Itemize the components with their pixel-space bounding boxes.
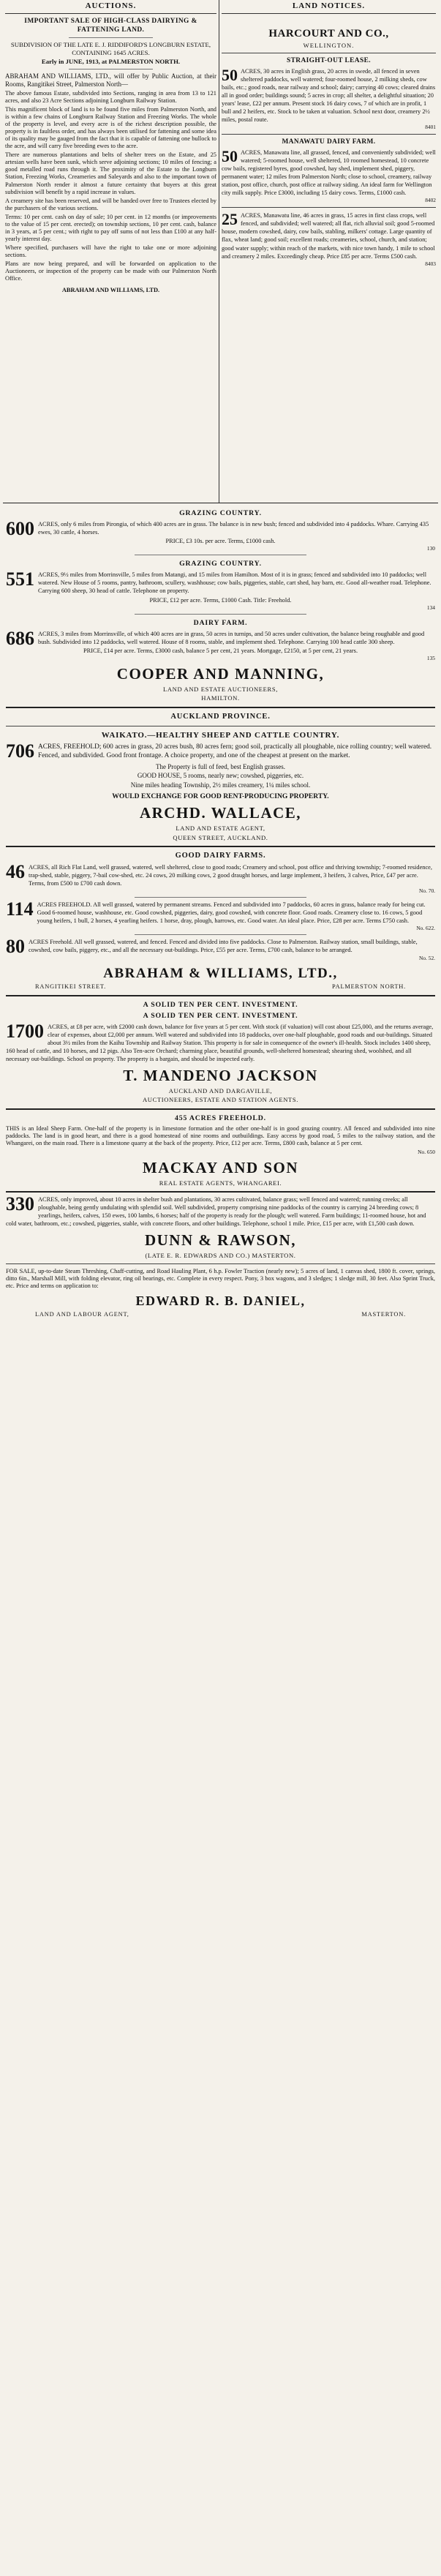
mackay-text: THIS is an Ideal Sheep Farm. One-half of the property is in limestone formation and the other one-half is in good grazing country. All fenced and subdivided into nine paddocks. The land is in good heart, and there is a good homestead of nine rooms and outbuildings. Easy access by good road, 5 miles to the railway station, and the Whangarei, on the main road. There is a limestone quarry at the back of the property. Price, £12 per acre. Terms, £800 cash, balance at 5 per cent. [6,1124,435,1146]
divider [6,1108,435,1110]
mackay-heading: 455 ACRES FREEHOLD. [175,1114,266,1122]
wallace-street: QUEEN STREET, AUCKLAND. [173,833,268,841]
ad-ref: 134 [426,604,435,611]
dunn-firm: DUNN & RAWSON, [144,1231,297,1250]
ad-acreage: 46 [6,863,25,882]
lower-section [3,509,438,1318]
divider [135,614,306,615]
auction-para: Where specified, purchasers will have the right to take one or more adjoining sections. [5,244,216,259]
upper-section [3,0,438,503]
wallace-sub: LAND AND ESTATE AGENT, [176,825,265,833]
jackson-tagline-repeat: A SOLID TEN PER CENT. INVESTMENT. [143,1011,298,1020]
jackson-sub1: AUCKLAND AND DARGAVILLE, [168,1086,273,1094]
daniel-firm: EDWARD R. B. DANIEL, [135,1293,306,1308]
ad-acreage: 1700 [6,1022,44,1042]
ad-ref: 8403 [425,260,436,267]
ad-acreage: 80 [6,938,25,958]
ad-acreage: 25 [222,211,238,229]
auction-subdivision: SUBDIVISION OF THE LATE E. J. RIDDIFORD'S LONGBURN ESTATE, CONTAINING 1645 ACRES. [10,41,211,56]
ad-acreage: 686 [6,629,34,649]
land-notices-column [219,0,438,503]
daniel-sub: LAND AND LABOUR AGENT, [35,1310,129,1318]
auckland-ad [6,743,435,761]
ad-text: ACRES, Manawatu line, all grassed, fenced, and conveniently subdivided; well watered; 5-roomed house, well sheltered, 10 roomed homestead, 10 concrete cow bails, registered byres, good cowshed, hay shed, implement shed, piggery, permanent water; 12 miles from Palmerston North; close to school, creamery, railway station, post office, church, post office at railway siding. An ideal farm for Wellington city milk supply. Price £3000, including 15 dairy cows. Terms, £1000 cash. [222,149,436,197]
ad-ref: 8402 [425,197,436,204]
harcourt-firm: HARCOURT AND CO., [268,28,389,40]
dairy-ad [6,901,435,931]
cooper-heading: DAIRY FARM. [193,618,248,627]
cooper-firm: COOPER AND MANNING, [116,665,325,683]
auckland-province: AUCKLAND PROVINCE. [170,712,271,721]
ad-text: ACRES, all Rich Flat Land, well grassed, watered, well sheltered, close to good roads; Creamery and school, post office and thriving township; 7-roomed residence, trap-shed, stable, piggery, 7-bail cow-shed, etc. 24 cows, 20 milking cows, 2 good draught horses, and large implement, 3 heifers, 3 calves, Price, £47 per acre. Terms, from £500 to £700 cash down. [29,863,432,887]
divider [6,707,435,708]
ad-text: ACRES, 30 acres in English grass, 20 acres in swede, all fenced in seven sheltered paddocks, well watered; four-roomed house, 2 milking sheds, cow bails, etc.; good roads, near railway and school; dairy; carrying 40 cows; cleared drains all in good order; buildings sound; 5 acres in crop; all shelter, a delightful situation; 20 years' lease, £22 per annum. Present stock 16 dairy cows, 7 of which are in profit, 1 bull and 2 heifers, etc. Stock to be taken at valuation. School next door, creamery 2½ miles, postal route. [222,67,436,124]
auction-para: Plans are now being prepared, and will be forwarded on application to the Auctioneers, or inspection of the property can be made with our Palmerston North Office. [5,260,216,282]
ad-ref: 130 [426,545,435,552]
ad-price: PRICE, £12 per acre. Terms, £1000 Cash. Title: Freehold. [149,596,292,604]
divider [6,995,435,996]
sale-text: FOR SALE, up-to-date Steam Threshing, Chaff-cutting, and Road Hauling Plant, 6 h.p. Fowler Traction (nearly new); 5 acres of land, 1 canvas shed, 1800 ft. cover, springs, ditto 6in., Marshall Mill, with folding elevator, ring oil bearings, etc. Complete in every respect. Pony, 3 box wagons, and 3 sledges; 1 sledge mill, 30 feet. Also Sprint Truck, etc. Price and terms on application to: [6,1267,435,1289]
ad-acreage: 551 [6,571,34,590]
harcourt-ad [222,211,436,267]
ad-acreage: 114 [6,901,34,920]
ad-acreage: 330 [6,1195,34,1215]
harcourt-ad-heading: STRAIGHT-OUT LEASE. [287,57,371,65]
divider [6,846,435,847]
cooper-heading: GRAZING COUNTRY. [179,509,262,517]
ad-text: ACRES Freehold. All well grassed, watered, and fenced. Fenced and divided into five paddocks. Close to Palmerston. Railway station, small buildings, stable, cowshed, cow bails, piggery, etc., and all the necessary out-buildings. Price, £55 per acre. Terms, £700 cash, balance to be arranged. [29,939,418,954]
divider [69,69,154,70]
cooper-town: HAMILTON. [201,694,240,702]
harcourt-ad [222,67,436,131]
ad-text: ACRES FREEHOLD. All well grassed, watered by permanent streams. Fenced and subdivided into 7 paddocks, 60 acres in grass, balance ready for being cut. Good 6-roomed house, washhouse, etc. Good cowshed, piggeries, dairy, good cowshed, with concrete floor. Good roads. Creamery close to. 16 cows, 5 good young heifers, 1 bull, 2 horses, 4 yearling heifers. 1 horse, dray, plough, harrows, etc. Good water. An ideal place. Price, £28 per acre. Terms £750 cash. [37,901,426,925]
ad-text: ACRES, Manawatu line, 46 acres in grass, 15 acres in first class crops, well fenced, and subdivided; well watered; all flat, rich alluvial soil; good 5-roomed house, modern cowshed, dairy, cow bails, stabling, milkers' cottage. Large quantity of flax, wheat land; good soil; excellent roads; creameries, school, church, and station; good water supply; within reach of the markets, with nice town handy, 1 mile to school and creamery 2 miles. Exceedingly cheap. Price £85 per acre. Terms £500 cash. [222,212,435,260]
auction-signature: ABRAHAM AND WILLIAMS, LTD. [61,286,160,293]
auction-para: A creamery site has been reserved, and will be handed over free to Trustees elected by the purchasers of the various sections. [5,197,216,211]
daniel-town: MASTERTON. [361,1310,406,1318]
divider [222,134,436,135]
abraham-address [6,983,435,991]
auction-para: Terms: 10 per cent. cash on day of sale; 10 per cent. in 12 months (or improvements to the value of 15 per cent. erected); on township sections, 10 per cent. cash, balance in 3 years, at 5 per cent.; with right to pay off sums of not less than £100 at any half-yearly interest day. [5,213,216,243]
auction-para: ABRAHAM AND WILLIAMS, LTD., will offer by Public Auction, at their Rooms, Rangitikei Street, Palmerston North— [5,72,216,88]
divider [69,37,154,38]
ad-ref: 135 [426,655,435,662]
auckland-exchange: WOULD EXCHANGE FOR GOOD RENT-PRODUCING PROPERTY. [112,792,329,800]
ad-ref: 8401 [425,124,436,131]
cooper-ad [6,520,435,552]
ad-ref: No. 70. [419,887,435,895]
abraham-town: PALMERSTON NORTH. [331,983,406,990]
harcourt-ad-heading: MANAWATU DAIRY FARM. [282,138,376,146]
harcourt-town: WELLINGTON. [303,41,355,49]
ad-text: ACRES, at £8 per acre, with £2000 cash down, balance for five years at 5 per cent. With stock (if valuation) will cost about £25,000, and the returns average, clear of expenses, about £2,000 per annum. Well watered and subdivided into 18 paddocks, over one-half ploughable, good roads and out-buildings. Situated about 3½ miles from the Kaihu Township and Railway Station. This property is for sale in consequence of the owner's ill-health. Stock includes 1400 sheep, 160 head of cattle, and 10 horses, and 12 pigs. Also Ten-acre Orchard; charming place, beautiful grounds, well-sheltered homestead; shearing shed, woolshed, and all necessary out-buildings. School on property. The property is a bargain, and should be inspected early. [6,1023,434,1063]
auctions-column [3,0,219,503]
ad-text: ACRES, 3 miles from Morrinsville, of which 400 acres are in grass, 50 acres in turnips, and 50 acres under cultivation, the balance being roughable and good bush. Subdivided into 12 paddocks, well watered. House of 8 rooms, stable, and implement shed. Telephone. Carrying 100 head cattle 300 sheep. [38,630,425,645]
ad-ref: No. 622. [416,925,435,932]
auctions-heading: AUCTIONS. [5,0,216,14]
ad-price: PRICE, £3 10s. per acre. Terms, £1000 cash. [165,538,276,545]
ad-text: ACRES, only 6 miles from Pirongia, of which 400 acres are in grass. The balance is in new bush; fenced and subdivided into 4 paddocks. Whare. Carrying 435 ewes, 30 cattle, 4 horses. [38,520,429,536]
jackson-ad [6,1023,435,1063]
mackay-firm: MACKAY AND SON [142,1159,299,1176]
jackson-tagline: A SOLID TEN PER CENT. INVESTMENT. [143,1000,298,1009]
cooper-heading: GRAZING COUNTRY. [179,560,262,568]
auction-para: There are numerous plantations and belts of shelter trees on the Estate, and 25 artesian wells have been sunk, which serve adjoining sections; 10 miles of fencing; a good metalled road runs through it. The proximity of the Estate to the Longburn Station, Freezing Works, Creameries and Saleyards and also to the important town of Palmerston North render it almost a future certainty that buyers at this great subdivision will benefit by a rapid increase in values. [5,151,216,195]
auction-title: IMPORTANT SALE OF HIGH-CLASS DAIRYING & FATTENING LAND. [24,18,197,34]
ad-acreage: 706 [6,742,34,761]
divider [135,897,306,898]
divider [6,1191,435,1193]
harcourt-ad [222,149,436,204]
land-notices-heading: LAND NOTICES. [222,0,436,14]
ad-ref: No. 52. [419,954,435,961]
abraham-street: RANGITIKEI STREET. [35,983,107,990]
auction-para: The above famous Estate, subdivided into Sections, ranging in area from 13 to 121 acres, and also 23 Acre Sections adjoining Longburn Railway Station. [5,89,216,104]
cooper-ad [6,571,435,611]
daniel-address [6,1311,435,1318]
dunn-ad [6,1195,435,1228]
ad-price: PRICE, £14 per acre. Terms, £3000 cash, balance 5 per cent, 21 years. Mortgage, £2150, at 5 per cent, 21 years. [83,647,358,654]
auction-para: This magnificent block of land is to be found five miles from Palmerston North, and is within a few chains of Longburn Railway Station and Freezing Works. The whole of the property is level, and every acre is of the richest description possible, the property is in faultless order, and has always been utilised for fattening and some idea of its quality may be gauged from the fact that it is capable of fattening one bullock to the acre, and will carry five breeding ewes to the acre. [5,105,216,150]
ad-text: ACRES, only improved, about 10 acres in shelter bush and plantations, 30 acres cultivated, balance grass; well fenced and watered; running creeks; all ploughable, being gently undulating with splendid soil. Well subdivided, property comprising nine paddocks of the country is carrying 24 breeding cows; 8 yearlings, heifers, calves, 150 ewes, 100 lambs, 6 horses; half of the property is ready for the plough; well watered. Farm buildings; 11-roomed house, hot and cold water, bathroom, etc.; cowshed, piggeries, stable, with concrete floors, and other buildings. Telephone, school 1 mile. Price, £15 per acre, with £1,500 cash down. [6,1196,426,1228]
auckland-line: The Property is full of feed, best English grasses. [156,762,285,770]
mackay-ref: No. 650 [418,1148,435,1155]
dairy-ad [6,863,435,894]
cooper-ad [6,630,435,661]
dairy-heading: GOOD DAIRY FARMS. [175,852,266,860]
auckland-headline: WAIKATO.—HEALTHY SHEEP AND CATTLE COUNTRY. [101,730,340,740]
divider [6,1263,435,1264]
cooper-sub: LAND AND ESTATE AUCTIONEERS, [163,685,278,693]
abraham-firm: ABRAHAM & WILLIAMS, LTD., [103,965,338,981]
auction-date: Early in JUNE, 1913, at PALMERSTON NORTH. [41,58,181,66]
auckland-line: Nine miles heading Township, 2½ miles creamery, 1¼ miles school. [130,781,311,789]
ad-acreage: 50 [222,148,238,165]
auckland-line: GOOD HOUSE, 5 rooms, nearly new; cowshed, piggeries, etc. [137,772,304,780]
dunn-sub: (LATE E. R. EDWARDS AND CO.) MASTERTON. [145,1252,296,1260]
mackay-sub: REAL ESTATE AGENTS, WHANGAREI. [159,1179,282,1187]
divider [222,207,436,208]
ad-acreage: 600 [6,519,34,539]
dairy-ad [6,938,435,961]
jackson-firm: T. MANDENO JACKSON [123,1067,318,1085]
wallace-firm: ARCHD. WALLACE, [139,804,302,822]
ad-acreage: 50 [222,67,238,84]
ad-text: ACRES, 9½ miles from Morrinsville, 5 miles from Matangi, and 15 miles from Hamilton. Most of it is in grass; fenced and subdivided into 10 paddocks; well watered. New House of 5 rooms, pantry, bathroom, scullery, washhouse; cow bails, piggeries, stable, cart shed, hay barn, etc. Good all-weather road. Telephone. Carrying 600 sheep, 30 head of cattle. Telephone on property. [38,571,431,595]
ad-text: ACRES, FREEHOLD; 600 acres in grass, 20 acres bush, 80 acres fern; good soil, practically all ploughable, nice rolling country; well watered. Fenced, and subdivided. Good front frontage. A choice property, and one of the cheapest at present on the market. [38,743,432,760]
jackson-sub2: AUCTIONEERS, ESTATE AND STATION AGENTS. [143,1096,298,1104]
divider [135,934,306,935]
